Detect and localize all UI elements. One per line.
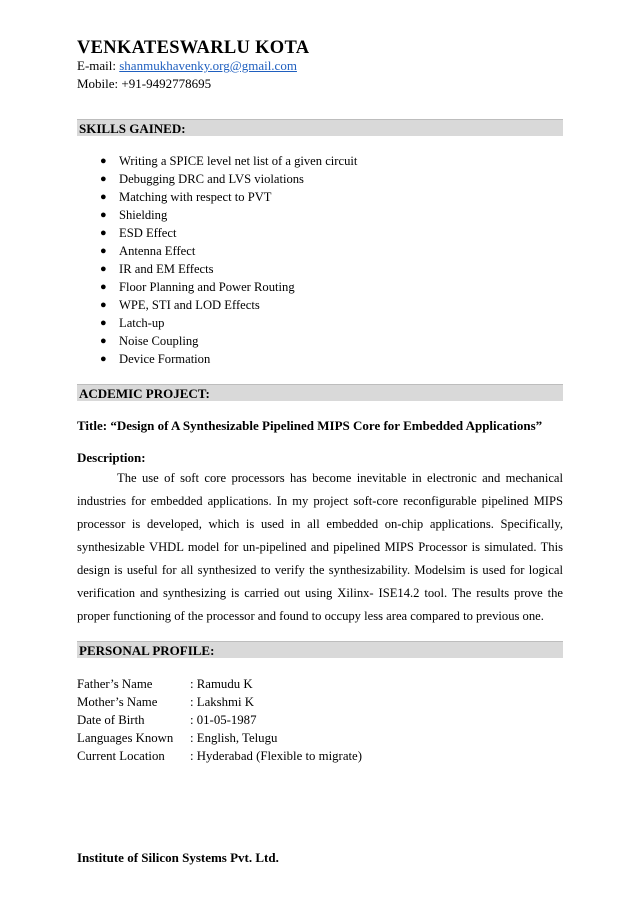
skills-list [77, 152, 563, 368]
personal-profile-table [77, 675, 362, 765]
email-label: E-mail: [77, 58, 116, 73]
bullet-icon: ● [100, 299, 107, 311]
project-section-header [77, 384, 563, 401]
description-label: Description: [77, 450, 146, 465]
mobile-number: +91-9492778695 [121, 76, 212, 91]
profile-row [77, 711, 362, 729]
project-description: The use of soft core processors has become inevitable in electronic and mechanical industries for embedded applications. In my project soft-core reconfigurable pipelined MIPS processor is developed, which is used in all embedded on-chip applications. Specifically, synthesizable VHDL model for un-pipelined and pipelined MIPS Processor is simulated. This design is useful for all synthesized to verify the synthesizability. Modelsim is used for logical verification and synthesizing is carried out using Xilinx- ISE14.2 tool. The results prove the proper functioning of the processor and found to occupy less area compared to previous one. [77, 471, 563, 623]
profile-value: : Hyderabad (Flexible to migrate) [190, 749, 362, 763]
profile-value: : Lakshmi K [190, 695, 254, 709]
profile-row [77, 729, 362, 747]
bullet-icon: ● [100, 173, 107, 185]
profile-label: Mother’s Name [77, 695, 158, 709]
profile-label: Current Location [77, 749, 165, 763]
list-item: ● ESD Effect [100, 226, 177, 240]
mobile-line [77, 76, 211, 92]
bullet-icon: ● [100, 191, 107, 203]
footer-institute: Institute of Silicon Systems Pvt. Ltd. [77, 850, 279, 865]
list-item: ● Antenna Effect [100, 244, 196, 258]
section-title: SKILLS GAINED: [79, 121, 186, 136]
bullet-icon: ● [100, 281, 107, 293]
profile-row [77, 747, 362, 765]
profile-section-header [77, 641, 563, 658]
bullet-icon: ● [100, 317, 107, 329]
list-item: ● Device Formation [100, 352, 211, 366]
list-item: ● Shielding [100, 208, 168, 222]
profile-label: Date of Birth [77, 713, 145, 727]
profile-value: : English, Telugu [190, 731, 278, 745]
list-item: ● Latch-up [100, 316, 165, 330]
profile-value: : 01-05-1987 [190, 713, 257, 727]
bullet-icon: ● [100, 209, 107, 221]
list-item: ● Writing a SPICE level net list of a given circuit [100, 154, 358, 168]
section-title: ACDEMIC PROJECT: [79, 386, 210, 401]
email-line [77, 58, 297, 74]
email-link[interactable]: shanmukhavenky.org@gmail.com [119, 58, 297, 73]
section-title: PERSONAL PROFILE: [79, 643, 215, 658]
list-item: ● Floor Planning and Power Routing [100, 280, 295, 294]
profile-value: : Ramudu K [190, 677, 253, 691]
profile-row [77, 675, 362, 693]
bullet-icon: ● [100, 353, 107, 365]
profile-row [77, 693, 362, 711]
bullet-icon: ● [100, 155, 107, 167]
list-item: ● IR and EM Effects [100, 262, 214, 276]
profile-label: Father’s Name [77, 677, 153, 691]
list-item: ● WPE, STI and LOD Effects [100, 298, 260, 312]
project-title: Title: “Design of A Synthesizable Pipelined MIPS Core for Embedded Applications” [77, 418, 543, 433]
bullet-icon: ● [100, 263, 107, 275]
bullet-icon: ● [100, 245, 107, 257]
list-item: ● Noise Coupling [100, 334, 199, 348]
profile-label: Languages Known [77, 731, 174, 745]
list-item: ● Matching with respect to PVT [100, 190, 272, 204]
bullet-icon: ● [100, 227, 107, 239]
mobile-label: Mobile: [77, 76, 119, 91]
list-item: ● Debugging DRC and LVS violations [100, 172, 304, 186]
candidate-name: VENKATESWARLU KOTA [77, 38, 310, 58]
skills-section-header [77, 119, 563, 136]
bullet-icon: ● [100, 335, 107, 347]
